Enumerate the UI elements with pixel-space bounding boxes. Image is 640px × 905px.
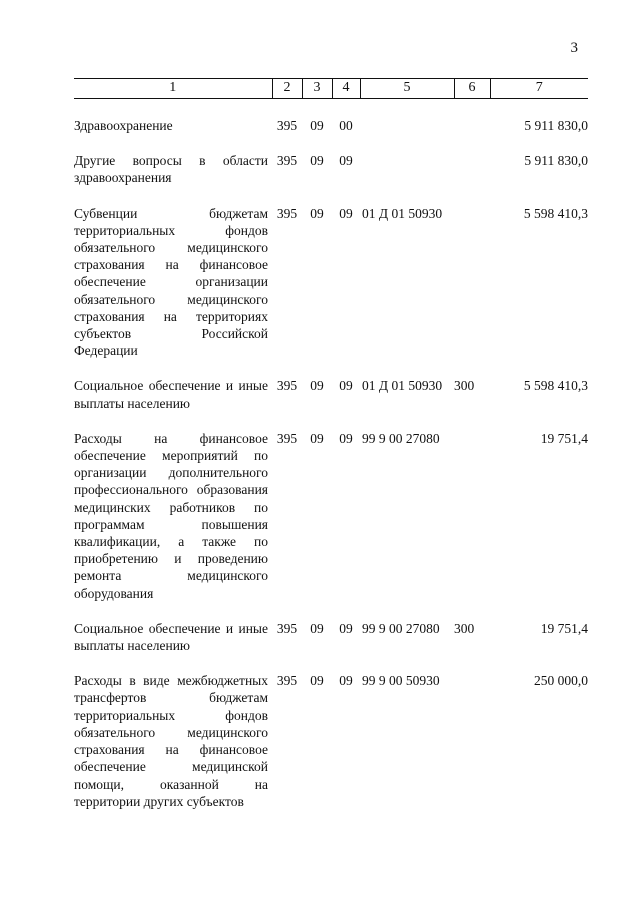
row-name: Другие вопросы в области здравоохранения bbox=[74, 153, 268, 186]
row-code-5: 99 9 00 27080 bbox=[362, 430, 440, 446]
row-code-3: 09 bbox=[310, 430, 324, 446]
header-col-4: 4 bbox=[332, 79, 360, 99]
row-code-4: 09 bbox=[339, 205, 353, 221]
row-code-2: 395 bbox=[276, 205, 298, 221]
row-code-6 bbox=[454, 152, 490, 186]
row-amount: 5 598 410,3 bbox=[523, 205, 588, 221]
row-code-6: 300 bbox=[454, 620, 475, 636]
row-code-6 bbox=[454, 205, 490, 360]
row-amount: 5 598 410,3 bbox=[523, 378, 588, 394]
spacer bbox=[74, 602, 588, 620]
row-code-6 bbox=[454, 430, 490, 602]
row-code-5 bbox=[360, 152, 454, 186]
header-col-3: 3 bbox=[302, 79, 332, 99]
row-code-3: 09 bbox=[310, 620, 324, 636]
row-code-2: 395 bbox=[276, 620, 298, 636]
row-amount: 19 751,4 bbox=[540, 620, 588, 636]
row-code-3: 09 bbox=[310, 378, 324, 394]
spacer bbox=[74, 99, 588, 118]
row-code-4: 09 bbox=[339, 430, 353, 446]
spacer bbox=[74, 359, 588, 377]
row-code-5: 01 Д 01 50930 bbox=[362, 378, 443, 394]
row-name: Расходы в виде межбюджетных трансфертов бюджетам территориальных фондов обязательного медицинского страхования на финансовое обеспечение медицинской помощи, оказанной на территории других субъектов bbox=[74, 673, 268, 809]
row-code-3: 09 bbox=[310, 153, 324, 169]
spacer bbox=[74, 134, 588, 152]
spacer bbox=[74, 654, 588, 672]
row-name: Здравоохранение bbox=[74, 118, 173, 133]
budget-table bbox=[74, 78, 588, 810]
row-code-6: 300 bbox=[454, 378, 475, 394]
row-amount: 5 911 830,0 bbox=[524, 118, 588, 133]
spacer bbox=[74, 187, 588, 205]
row-amount: 19 751,4 bbox=[540, 430, 588, 446]
row-code-2: 395 bbox=[276, 153, 298, 169]
table-row bbox=[74, 620, 588, 654]
row-code-2: 395 bbox=[276, 673, 298, 689]
page-number: 3 bbox=[570, 40, 578, 56]
row-code-6 bbox=[454, 672, 490, 810]
row-code-6 bbox=[454, 117, 490, 134]
header-col-5: 5 bbox=[360, 79, 454, 99]
row-name: Субвенции бюджетам территориальных фондов обязательного медицинского страхования на финансовое обеспечение организации обязательного медицинского страхования на территориях субъектов Российской Федерации bbox=[74, 205, 268, 359]
table-row bbox=[74, 430, 588, 602]
row-code-5: 99 9 00 27080 bbox=[362, 620, 440, 636]
row-code-4: 09 bbox=[339, 673, 353, 689]
header-col-2: 2 bbox=[272, 79, 302, 99]
header-col-1: 1 bbox=[74, 79, 272, 99]
row-code-4: 09 bbox=[339, 620, 353, 636]
row-name: Социальное обеспечение и иные выплаты населению bbox=[74, 378, 268, 411]
row-amount: 250 000,0 bbox=[534, 673, 588, 689]
row-amount: 5 911 830,0 bbox=[524, 153, 588, 169]
table-row bbox=[74, 152, 588, 186]
table-row bbox=[74, 672, 588, 810]
row-name: Социальное обеспечение и иные выплаты населению bbox=[74, 620, 268, 654]
header-col-6: 6 bbox=[454, 79, 490, 99]
header-col-7: 7 bbox=[490, 79, 588, 99]
row-code-4: 00 bbox=[339, 118, 353, 133]
table-header-row bbox=[74, 79, 588, 99]
row-code-3: 09 bbox=[310, 673, 324, 689]
row-code-5: 99 9 00 50930 bbox=[362, 673, 440, 689]
row-code-3: 09 bbox=[310, 118, 324, 133]
row-code-4: 09 bbox=[339, 153, 353, 169]
row-code-5: 01 Д 01 50930 bbox=[362, 205, 443, 221]
row-name: Расходы на финансовое обеспечение мероприятий по организации дополнительного профессионального образования медицинских работников по программам повышения квалификации, а также по приобретению и проведению ремонта медицинского оборудования bbox=[74, 430, 268, 601]
row-code-2: 395 bbox=[276, 118, 298, 133]
row-code-3: 09 bbox=[310, 205, 324, 221]
table-row bbox=[74, 117, 588, 134]
row-code-2: 395 bbox=[276, 430, 298, 446]
spacer bbox=[74, 412, 588, 430]
row-code-4: 09 bbox=[339, 378, 353, 394]
row-code-5 bbox=[360, 117, 454, 134]
row-code-2: 395 bbox=[276, 378, 298, 394]
table-row bbox=[74, 377, 588, 411]
table-row bbox=[74, 205, 588, 360]
